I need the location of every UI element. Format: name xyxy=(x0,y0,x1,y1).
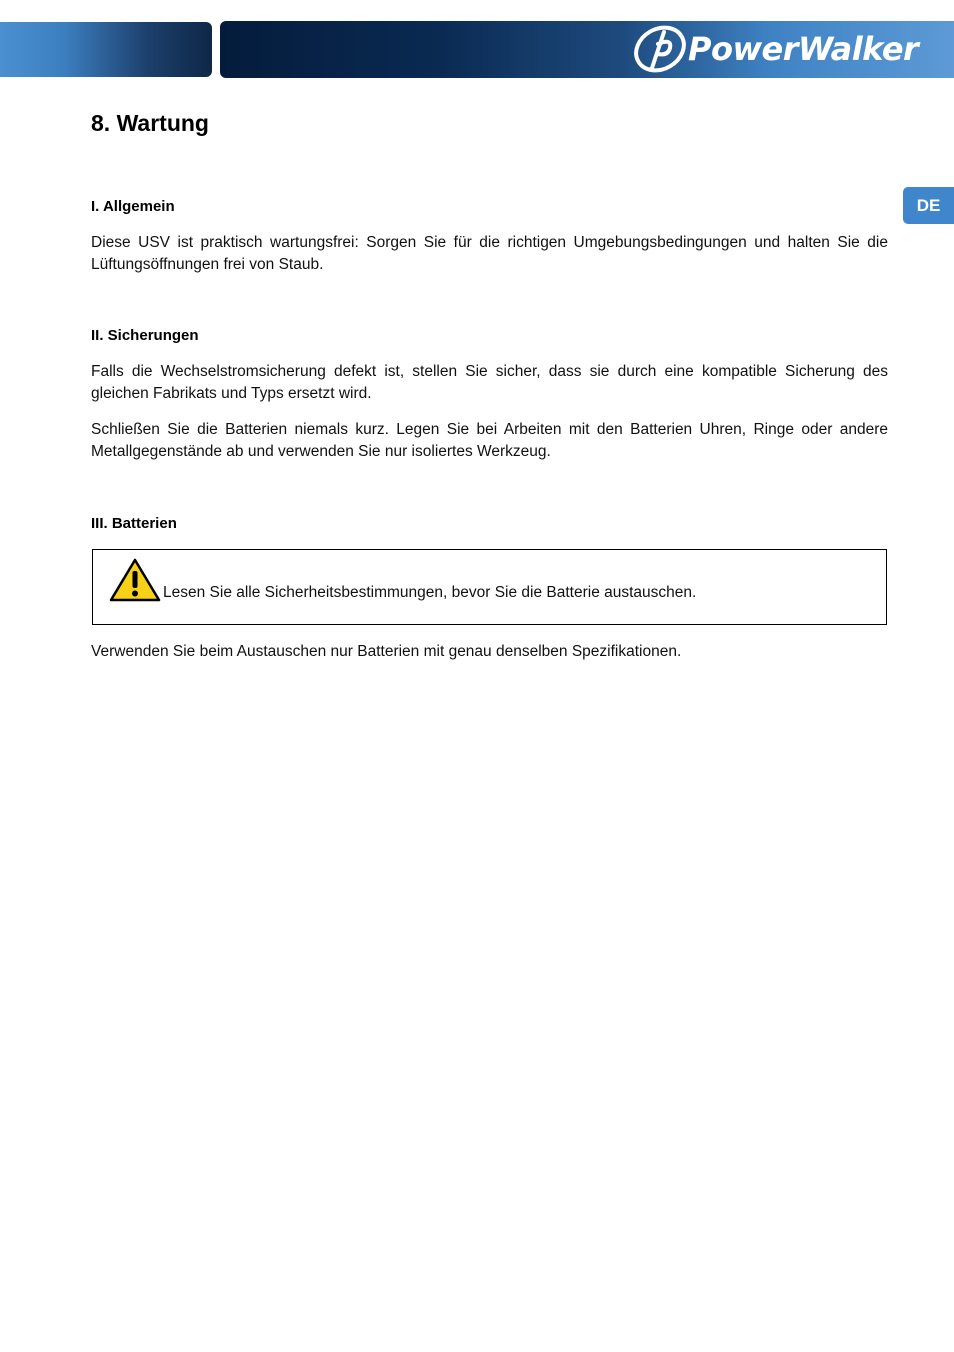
paragraph-sicherungen-2: Schließen Sie die Batterien niemals kurz. Legen Sie bei Arbeiten mit den Batterien Uhren, Ringe oder andere Metallgegenstände ab und verwenden Sie nur isoliertes Werkzeug. xyxy=(91,421,888,460)
warning-triangle-icon xyxy=(109,558,161,602)
paragraph-allgemein: Diese USV ist praktisch wartungsfrei: Sorgen Sie für die richtigen Umgebungsbedingungen und halten Sie die Lüftungsöffnungen frei von Staub. xyxy=(91,234,888,273)
header-bar-left xyxy=(0,22,212,77)
warning-notice-text: Lesen Sie alle Sicherheitsbestimmungen, bevor Sie die Batterie austauschen. xyxy=(163,584,697,601)
brand-logo xyxy=(632,24,942,76)
section-heading-batterien: III. Batterien xyxy=(91,515,177,532)
page-header xyxy=(0,20,954,78)
page-title: 8. Wartung xyxy=(91,110,209,136)
language-tab[interactable]: DE xyxy=(903,187,954,224)
paragraph-batterien: Verwenden Sie beim Austauschen nur Batterien mit genau denselben Spezifikationen. xyxy=(91,643,682,660)
powerwalker-logo-icon xyxy=(632,24,690,74)
section-heading-allgemein: I. Allgemein xyxy=(91,198,175,215)
section-heading-sicherungen: II. Sicherungen xyxy=(91,327,199,344)
paragraph-sicherungen-1: Falls die Wechselstromsicherung defekt ist, stellen Sie sicher, dass sie durch eine kompatible Sicherung des gleichen Fabrikats und Typs ersetzt wird. xyxy=(91,363,888,402)
brand-name: PowerWalker xyxy=(688,30,919,68)
warning-notice-box xyxy=(92,549,887,625)
